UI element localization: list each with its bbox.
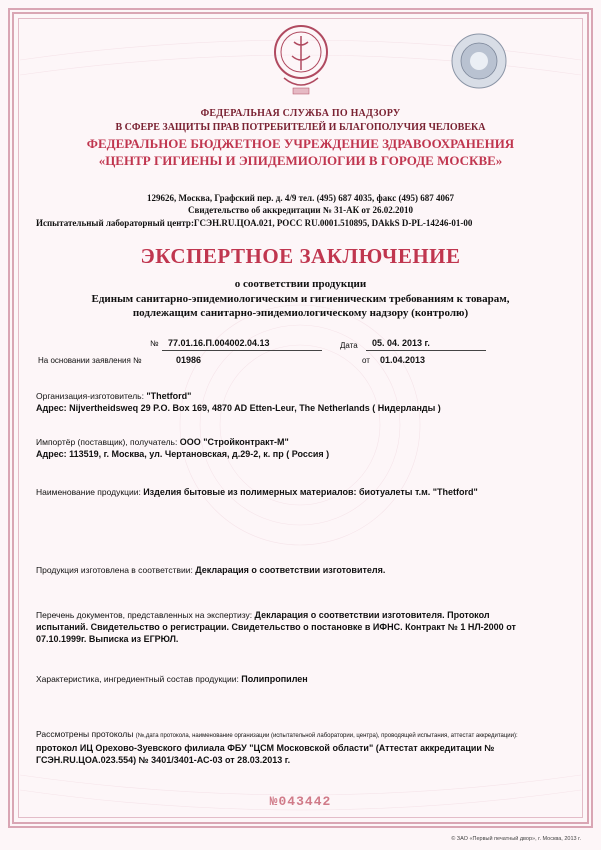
composition-value: Полипропилен (241, 674, 308, 684)
produced-label: Продукция изготовлена в соответствии: (36, 565, 193, 575)
from-value: 01.04.2013 (380, 355, 426, 365)
date-underline (366, 350, 486, 351)
produced-block (36, 564, 566, 576)
emblem-icon (272, 18, 330, 98)
number-label: № (150, 339, 159, 348)
subtitle-line-3: подлежащим санитарно-эпидемиологическому надзору (контролю) (132, 307, 469, 319)
protocols-value-1: протокол ИЦ Орехово-Зуевского филиала ФБУ "ЦСМ Московской области" (Аттестат аккредитации № (36, 743, 495, 753)
documents-value-2: испытаний. Свидетельство о регистрации. Свидетельство о постановке в ИФНС. Контракт № 1 НЛ-2000 от (36, 622, 516, 632)
composition-block (36, 673, 566, 685)
header-line-1: ФЕДЕРАЛЬНАЯ СЛУЖБА ПО НАДЗОРУ (200, 108, 401, 119)
product-value: Изделия бытовые из полимерных материалов: биотуалеты т.м. "Thetford" (143, 487, 478, 497)
date-label: Дата (340, 341, 358, 350)
from-label: от (362, 356, 370, 365)
product-block (36, 486, 566, 498)
manufacturer-address: Адрес: Nijvertheidsweq 29 P.O. Box 169, 4870 AD Etten-Leur, The Netherlands ( Нидерланды ) (36, 403, 441, 413)
number-underline (162, 350, 322, 351)
basis-value: 01986 (176, 355, 202, 365)
contact-address: 129626, Москва, Графский пер. д. 4/9 тел. (495) 687 4035, факс (495) 687 4067 (147, 193, 454, 203)
composition-label: Характеристика, ингредиентный состав продукции: (36, 674, 239, 684)
documents-block (36, 609, 566, 645)
protocols-label: Рассмотрены протоколы (36, 729, 134, 739)
lab-line: Испытательный лабораторный центр:ГСЭН.RU.ЦОА.021, РОСС RU.0001.510895, DAkkS D-PL-14246-01-00 (36, 218, 473, 228)
protocols-block (36, 728, 566, 766)
number-value: 77.01.16.П.004002.04.13 (168, 338, 270, 348)
manufacturer-name: "Thetford" (146, 391, 192, 401)
header-line-3: ФЕДЕРАЛЬНОЕ БЮДЖЕТНОЕ УЧРЕЖДЕНИЕ ЗДРАВООХРАНЕНИЯ (86, 136, 515, 151)
product-label: Наименование продукции: (36, 487, 141, 497)
basis-label: На основании заявления № (38, 356, 142, 365)
date-value: 05. 04. 2013 г. (372, 338, 430, 348)
printer-imprint: © ЗАО «Первый печатный двор», г. Москва, 2013 г. (451, 836, 581, 842)
serial-number: №043442 (269, 794, 332, 809)
hologram-seal-icon (450, 32, 508, 90)
subtitle-line-1: о соответствии продукции (234, 278, 367, 290)
importer-label: Импортёр (поставщик), получатель: (36, 437, 178, 447)
importer-name: ООО "Стройконтракт-М" (179, 437, 289, 447)
importer-block (36, 436, 566, 460)
manufacturer-block (36, 390, 566, 414)
importer-address: Адрес: 113519, г. Москва, ул. Чертановская, д.29-2, к. пр ( Россия ) (36, 449, 330, 459)
header-line-2: В СФЕРЕ ЗАЩИТЫ ПРАВ ПОТРЕБИТЕЛЕЙ И БЛАГОПОЛУЧИЯ ЧЕЛОВЕКА (115, 122, 486, 133)
manufacturer-label: Организация-изготовитель: (36, 391, 144, 401)
subtitle-line-2: Единым санитарно-эпидемиологическим и гигиеническим требованиям к товарам, (91, 293, 510, 305)
documents-value-3: 07.10.1999г. Выписка из ЕГРЮЛ. (36, 634, 179, 644)
protocols-hint: (№,дата протокола, наименование организации (испытательной лаборатории, центра), проводящей испытания, аттестат аккредитации): (135, 733, 518, 739)
header-line-4: «ЦЕНТР ГИГИЕНЫ И ЭПИДЕМИОЛОГИИ В ГОРОДЕ МОСКВЕ» (98, 153, 503, 168)
documents-value-1: Декларация о соответствии изготовителя. Протокол (254, 610, 490, 620)
protocols-value-2: ГСЭН.RU.ЦОА.023.554) № 3401/3401-АС-03 от 28.03.2013 г. (36, 755, 291, 765)
accreditation-line: Свидетельство об аккредитации № 31-АК от 26.02.2010 (188, 205, 413, 215)
document-title: ЭКСПЕРТНОЕ ЗАКЛЮЧЕНИЕ (140, 244, 461, 268)
documents-label: Перечень документов, представленных на экспертизу: (36, 610, 253, 620)
produced-value: Декларация о соответствии изготовителя. (195, 565, 386, 575)
